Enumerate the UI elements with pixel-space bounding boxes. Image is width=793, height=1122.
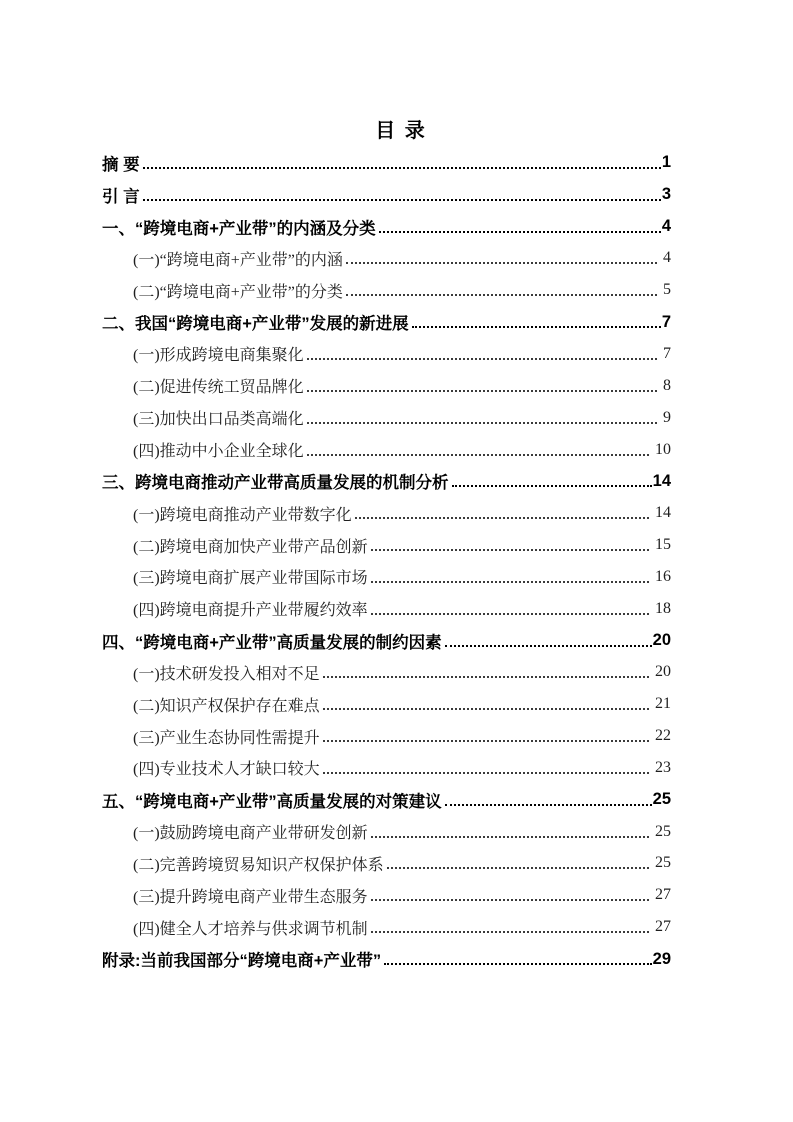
toc-entry-page-number: 22 (655, 727, 671, 745)
toc-entry-label: 二、我国“跨境电商+产业带”发展的新进展 (102, 315, 409, 334)
toc-entry[interactable] (102, 561, 671, 593)
leader-dots (323, 676, 649, 678)
toc-entry-label: (四)健全人才培养与供求调节机制 (133, 920, 368, 938)
toc-entry-label: 摘 要 (102, 155, 140, 174)
toc-entry[interactable] (102, 752, 671, 784)
toc-entry-page-number: 14 (655, 504, 671, 522)
toc-entry-label: 五、“跨境电商+产业带”高质量发展的对策建议 (102, 792, 442, 811)
leader-dots (371, 931, 649, 933)
toc-entry[interactable] (102, 720, 671, 752)
toc-entry-page-number: 23 (655, 758, 671, 776)
leader-dots (445, 645, 652, 647)
toc-entry-page-number: 25 (655, 822, 671, 840)
toc-entry-label: 一、“跨境电商+产业带”的内涵及分类 (102, 219, 376, 238)
toc-entry-page-number: 10 (655, 440, 671, 458)
toc-entry[interactable] (102, 243, 671, 275)
toc-entry-page-number: 21 (655, 695, 671, 713)
leader-dots (371, 581, 649, 583)
leader-dots (143, 199, 661, 201)
toc-entry-page-number: 4 (663, 249, 671, 267)
toc-entry-label: (二)完善跨境贸易知识产权保护体系 (133, 856, 384, 874)
toc-entry-page-number: 20 (652, 631, 671, 650)
leader-dots (143, 167, 661, 169)
toc-entry-label: (四)专业技术人才缺口较大 (133, 761, 320, 779)
toc-entry[interactable] (102, 497, 671, 529)
toc-entry-page-number: 4 (661, 217, 671, 236)
toc-entry[interactable] (102, 274, 671, 306)
toc-entry[interactable] (102, 370, 671, 402)
toc-entry[interactable] (102, 179, 671, 211)
leader-dots (323, 740, 649, 742)
leader-dots (445, 804, 652, 806)
toc-entry[interactable] (102, 911, 671, 943)
toc-entry-page-number: 8 (663, 376, 671, 394)
toc-entry[interactable] (102, 848, 671, 880)
leader-dots (371, 836, 649, 838)
toc-entry-label: (三)产业生态协同性需提升 (133, 729, 320, 747)
toc-entry-label: (三)跨境电商扩展产业带国际市场 (133, 570, 368, 588)
leader-dots (379, 231, 661, 233)
leader-dots (346, 294, 657, 296)
leader-dots (307, 454, 649, 456)
toc-entry-page-number: 1 (661, 153, 671, 172)
toc-entry[interactable] (102, 816, 671, 848)
toc-entry-page-number: 20 (655, 663, 671, 681)
toc-list (102, 147, 671, 975)
leader-dots (452, 485, 652, 487)
toc-entry-page-number: 3 (661, 185, 671, 204)
leader-dots (346, 262, 657, 264)
toc-entry-page-number: 14 (652, 471, 671, 490)
toc-entry-label: (二)跨境电商加快产业带产品创新 (133, 538, 368, 556)
toc-entry-page-number: 25 (655, 854, 671, 872)
toc-entry-label: (二)知识产权保护存在难点 (133, 697, 320, 715)
toc-entry-label: 四、“跨境电商+产业带”高质量发展的制约因素 (102, 633, 442, 652)
leader-dots (384, 963, 652, 965)
toc-entry-page-number: 18 (655, 599, 671, 617)
toc-entry-page-number: 7 (661, 312, 671, 331)
toc-entry-label: 三、跨境电商推动产业带高质量发展的机制分析 (102, 474, 449, 493)
toc-entry-page-number: 27 (655, 886, 671, 904)
toc-entry-page-number: 5 (663, 281, 671, 299)
leader-dots (323, 772, 649, 774)
toc-entry-page-number: 9 (663, 408, 671, 426)
leader-dots (307, 422, 657, 424)
leader-dots (371, 613, 649, 615)
toc-entry-page-number: 16 (655, 567, 671, 585)
toc-title: 目 录 (375, 120, 427, 142)
toc-entry-page-number: 15 (655, 536, 671, 554)
toc-entry-label: (四)跨境电商提升产业带履约效率 (133, 602, 368, 620)
toc-entry[interactable] (102, 147, 671, 179)
toc-entry-label: (一)鼓励跨境电商产业带研发创新 (133, 825, 368, 843)
toc-entry-label: (三)提升跨境电商产业带生态服务 (133, 888, 368, 906)
toc-entry[interactable] (102, 338, 671, 370)
leader-dots (307, 358, 657, 360)
toc-entry-label: (二)促进传统工贸品牌化 (133, 379, 304, 397)
toc-entry-label: (二)“跨境电商+产业带”的分类 (133, 283, 343, 301)
toc-entry[interactable] (102, 593, 671, 625)
toc-entry[interactable] (102, 657, 671, 689)
leader-dots (307, 390, 657, 392)
leader-dots (371, 899, 649, 901)
toc-entry-label: (一)形成跨境电商集聚化 (133, 347, 304, 365)
leader-dots (387, 867, 649, 869)
toc-entry[interactable] (102, 879, 671, 911)
toc-entry[interactable] (102, 465, 671, 497)
toc-entry-label: 附录:当前我国部分“跨境电商+产业带” (102, 952, 382, 971)
toc-entry[interactable] (102, 211, 671, 243)
toc-entry-page-number: 25 (652, 790, 671, 809)
leader-dots (323, 708, 649, 710)
toc-entry-label: (一)技术研发投入相对不足 (133, 665, 320, 683)
toc-entry-label: 引 言 (102, 187, 140, 206)
toc-entry-page-number: 29 (652, 949, 671, 968)
toc-entry[interactable] (102, 434, 671, 466)
toc-entry[interactable] (102, 625, 671, 657)
toc-entry[interactable] (102, 306, 671, 338)
toc-entry-label: (四)推动中小企业全球化 (133, 443, 304, 461)
toc-entry-label: (一)跨境电商推动产业带数字化 (133, 506, 352, 524)
toc-entry-label: (一)“跨境电商+产业带”的内涵 (133, 251, 343, 269)
toc-entry[interactable] (102, 402, 671, 434)
toc-entry-page-number: 27 (655, 918, 671, 936)
toc-entry[interactable] (102, 529, 671, 561)
leader-dots (355, 517, 649, 519)
leader-dots (412, 326, 661, 328)
toc-entry[interactable] (102, 943, 671, 975)
toc-entry[interactable] (102, 688, 671, 720)
toc-entry[interactable] (102, 784, 671, 816)
toc-entry-page-number: 7 (663, 344, 671, 362)
toc-entry-label: (三)加快出口品类高端化 (133, 411, 304, 429)
leader-dots (371, 549, 649, 551)
